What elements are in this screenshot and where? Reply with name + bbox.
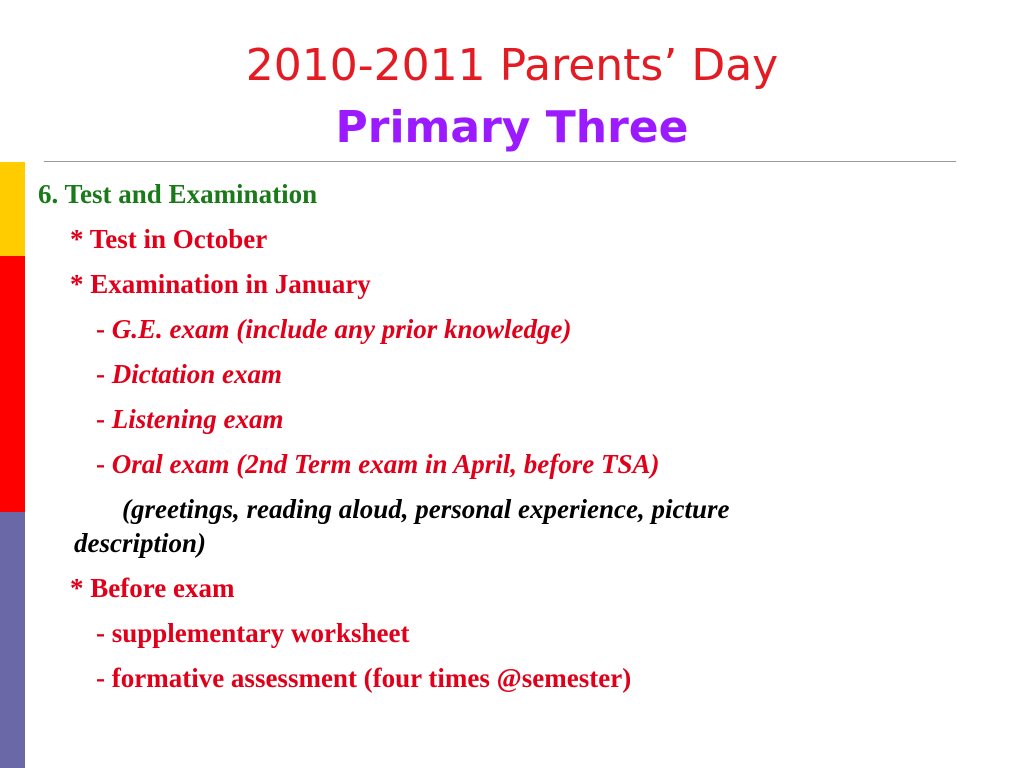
side-bar-red — [0, 256, 25, 512]
exam-item-listening-text: Listening exam — [111, 404, 284, 434]
slide-title: 2010-2011 Parents’ Day — [245, 40, 779, 91]
title-divider — [44, 161, 956, 162]
exam-item-ge-text: G.E. exam (include any prior knowledge) — [111, 314, 572, 344]
slide-subtitle: Primary Three — [335, 102, 689, 153]
side-bar-yellow — [0, 162, 25, 256]
section-heading: 6. Test and Examination — [38, 179, 318, 209]
bullet-before-exam: * Before exam — [70, 573, 235, 603]
exam-item-dictation-prefix: - — [96, 359, 112, 389]
exam-item-dictation-text: Dictation exam — [111, 359, 282, 389]
exam-item-oral-text: Oral exam (2nd Term exam in April, before TSA) — [111, 449, 660, 479]
side-bar-purple — [0, 512, 25, 768]
bullet-examination: * Examination in January — [70, 269, 371, 299]
oral-exam-details-line2: description) — [74, 528, 206, 558]
exam-item-ge — [38, 312, 918, 346]
exam-item-listening — [38, 402, 918, 436]
exam-item-ge-prefix: - — [96, 314, 112, 344]
bullet-test: * Test in October — [70, 224, 268, 254]
slide-body — [38, 177, 918, 706]
oral-exam-details-line1: (greetings, reading aloud, personal experience, picture — [122, 494, 730, 524]
exam-item-oral — [38, 447, 918, 481]
oral-exam-details — [38, 492, 918, 560]
exam-item-dictation — [38, 357, 918, 391]
before-item-worksheet: - supplementary worksheet — [96, 618, 410, 648]
before-item-formative: - formative assessment (four times @semester) — [96, 663, 632, 693]
exam-item-listening-prefix: - — [96, 404, 112, 434]
exam-item-oral-prefix: - — [96, 449, 112, 479]
